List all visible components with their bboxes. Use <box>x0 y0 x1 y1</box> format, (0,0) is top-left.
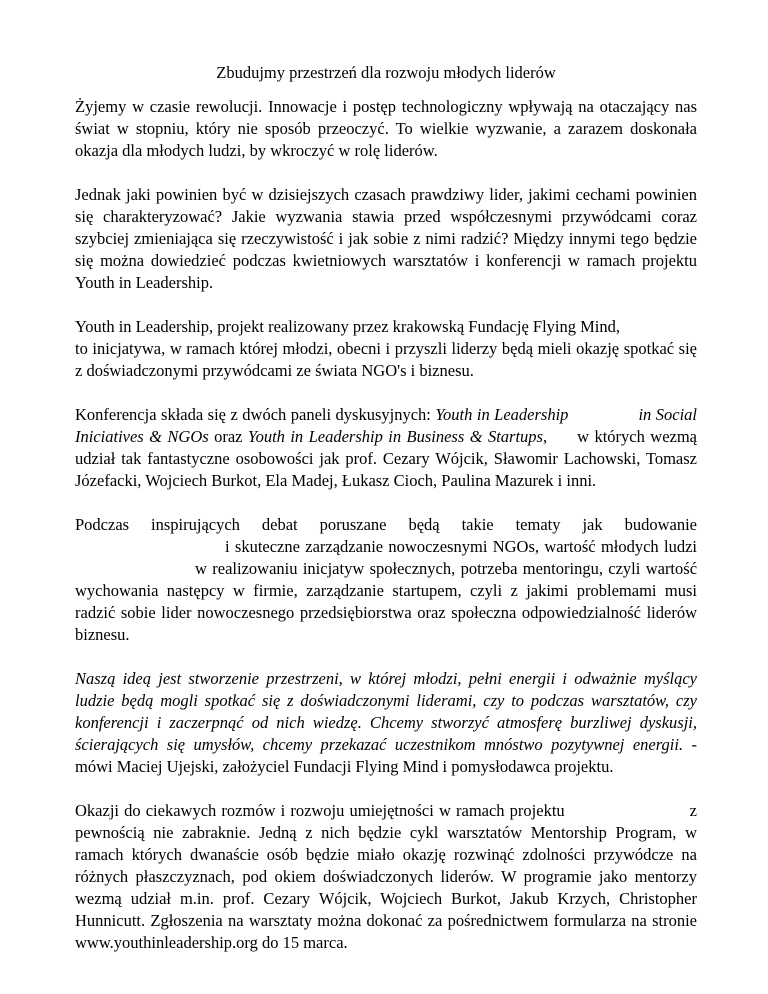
quote-text: Naszą ideą jest stworzenie przestrzeni, w której młodzi, pełni energii i odważnie myślący ludzie będą mogli spotkać się z doświadczonymi liderami, czy to podczas warsztatów, czy konferencji i zaczerpnąć od nich wiedzę. Chcemy stworzyć atmosferę burzliwej dyskusji, ścierających się umysłów, chcemy przekazać uczestnikom mnóstwo pozytywnej energii. <box>75 669 697 754</box>
paragraph-intro: Żyjemy w czasie rewolucji. Innowacje i postęp technologiczny wpływają na otaczający nas świat w stopniu, który nie sposób przeoczyć. To wielkie wyzwanie, a zarazem doskonała okazja dla młodych ludzi, by wkroczyć w rolę liderów. <box>75 97 697 160</box>
document-title: Zbudujmy przestrzeń dla rozwoju młodych liderów <box>216 63 556 82</box>
project-line-rest: to inicjatywa, w ramach której młodzi, obecni i przyszli liderzy będą mieli okazję spotkać się z doświadczonymi przywódcami ze świata NGO's i biznesu. <box>75 339 697 380</box>
conference-intro: Konferencja składa się z dwóch paneli dyskusyjnych: <box>75 405 436 424</box>
quote-attribution: - mówi Maciej Ujejski, założyciel Fundacji Flying Mind i pomysłodawca projektu. <box>75 735 697 776</box>
debates-part-b: i <box>225 537 230 556</box>
panel-1-title-a: Youth in Leadership <box>435 405 569 424</box>
paragraph-leader-question: Jednak jaki powinien być w dzisiejszych czasach prawdziwy lider, jakimi cechami powinien się charakteryzować? Jakie wyzwania stawia przed współczesnymi przywódcami coraz szybciej zmieniająca się rzeczywistość i jak sobie z nimi radzić? Między innymi tego będzie się można dowiedzieć podczas kwietniowych warsztatów i konferencji w ramach projektu Youth in Leadership. <box>75 185 697 292</box>
conference-comma: , <box>542 427 548 446</box>
paragraph-project-description <box>75 316 697 382</box>
project-line-1: Youth in Leadership, projekt realizowany przez krakowską Fundację Flying Mind, <box>75 317 620 336</box>
panel-2-title: Youth in Leadership in Business & Startups <box>247 427 543 446</box>
conference-oraz: oraz <box>208 427 248 446</box>
mentorship-part-a: Okazji do ciekawych rozmów i rozwoju umiejętności w ramach projektu <box>75 801 565 820</box>
paragraph-debates <box>75 514 697 646</box>
paragraph-conference <box>75 404 697 492</box>
debates-part-e: realizowaniu inicjatyw społecznych, potrzeba mentoringu, czyli wartość wychowania następcy w firmie, zarządzanie startupem, czyli z jakimi problemami musi radzić sobie lider nowoczesnego przedsiębiorstwa oraz społeczna odpowiedzialność liderów biznesu. <box>75 559 698 644</box>
conference-speakers: w których wezmą udział tak fantastyczne osobowości jak prof. Cezary Wójcik, Sławomir Lachowski, Tomasz Józefacki, Wojciech Burkot, Ela Madej, Łukasz Cioch, Paulina Mazurek i inni. <box>75 427 697 490</box>
paragraph-mentorship <box>75 800 697 954</box>
debates-part-a: Podczas inspirujących debat poruszane będą takie tematy jak budowanie <box>75 515 697 534</box>
mentorship-part-b: z <box>689 801 697 820</box>
debates-part-d: w <box>195 559 207 578</box>
debates-part-c: skuteczne zarządzanie nowoczesnymi NGOs, wartość młodych ludzi <box>234 537 697 556</box>
panel-1-title-b: in Social Iniciatives & NGOs <box>75 405 697 446</box>
mentorship-part-c: pewnością nie zabraknie. Jedną z nich będzie cykl warsztatów Mentorship Program, w ramach których dwanaście osób będzie miało okazję rozwinąć zdolności przywódcze na różnych płaszczyznach, pod okiem doświadczonych liderów. W programie jako mentorzy wezmą udział m.in. prof. Cezary Wójcik, Wojciech Burkot, Jakub Krzych, Christopher Hunnicutt. Zgłoszenia na warsztaty można dokonać za pośrednictwem formularza na stronie www.youthinleadership.org do 15 marca. <box>75 823 697 952</box>
paragraph-quote <box>75 668 697 778</box>
